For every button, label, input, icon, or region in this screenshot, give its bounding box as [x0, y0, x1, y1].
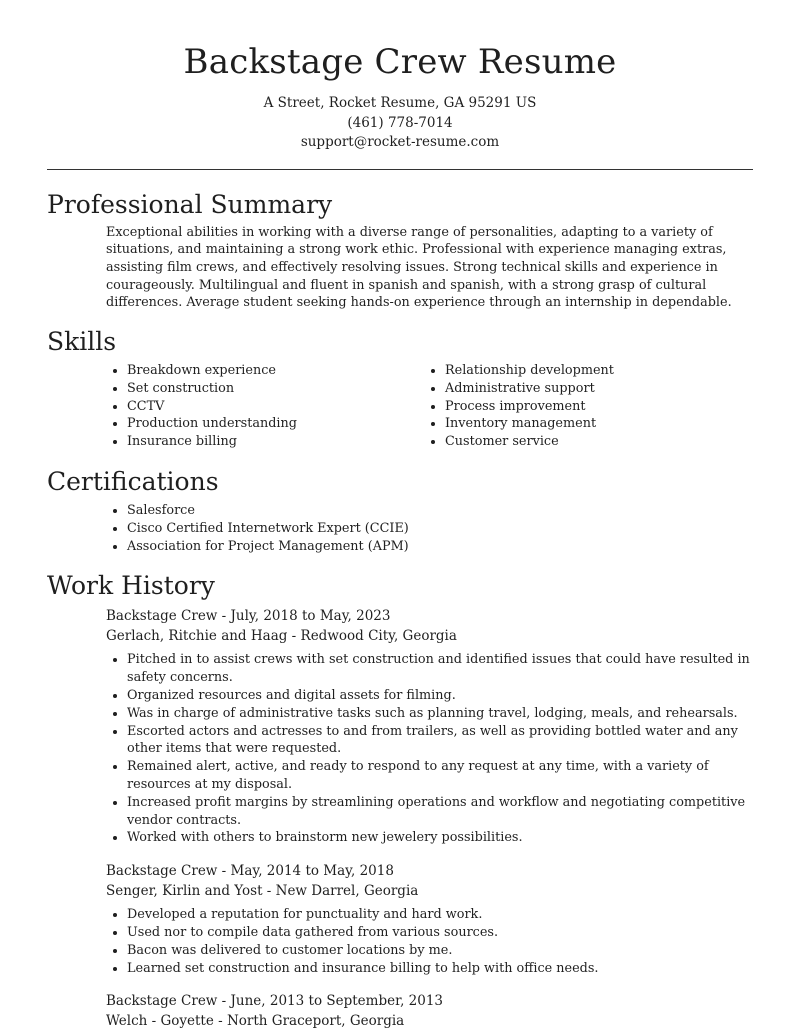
job-duty-item: • Escorted actors and actresses to and from trailers, as well as providing bottled water and any other items that were requested.	[127, 723, 753, 759]
summary-section	[47, 188, 753, 313]
skills-section	[47, 325, 753, 451]
skill-item: • Production understanding	[127, 415, 424, 433]
job-duty-item: • Learned set construction and insurance billing to help with office needs.	[127, 960, 753, 978]
resume-title: Backstage Crew Resume	[183, 42, 617, 82]
skills-body	[106, 362, 753, 451]
skills-column-left	[106, 362, 424, 451]
skill-item: • Customer service	[445, 433, 742, 451]
certification-item: • Cisco Certified Internetwork Expert (CCIE)	[127, 520, 753, 538]
skill-item: • Set construction	[127, 380, 424, 398]
skill-item: • Process improvement	[445, 398, 742, 416]
job-duty-item: • Developed a reputation for punctuality and hard work.	[127, 906, 753, 924]
skills-heading: Skills	[47, 327, 117, 357]
job-title-line: Backstage Crew - May, 2014 to May, 2018	[106, 863, 394, 880]
certifications-heading: Certifications	[47, 467, 219, 496]
skills-list-left	[106, 362, 424, 451]
job-duties-list	[106, 906, 753, 977]
resume-header	[0, 0, 800, 153]
certification-item: • Salesforce	[127, 502, 753, 520]
job-duties-list	[106, 651, 753, 847]
certifications-section	[47, 465, 753, 555]
work-history-body	[106, 606, 753, 1031]
job-duty-item: • Used nor to compile data gathered from various sources.	[127, 924, 753, 942]
contact-phone: (461) 778-7014	[347, 114, 453, 131]
skill-item: • Breakdown experience	[127, 362, 424, 380]
job-duty-item: • Was in charge of administrative tasks such as planning travel, lodging, meals, and rehearsals.	[127, 705, 753, 723]
job-title-line: Backstage Crew - June, 2013 to September, 2013	[106, 993, 444, 1010]
summary-heading: Professional Summary	[47, 189, 333, 219]
contact-block	[0, 94, 800, 153]
summary-body	[106, 224, 753, 313]
job-company-line: Senger, Kirlin and Yost - New Darrel, Georgia	[106, 883, 419, 900]
job-duty-item: • Remained alert, active, and ready to respond to any request at any time, with a variety of resources at my disposal.	[127, 758, 753, 794]
certification-item: • Association for Project Management (APM)	[127, 538, 753, 556]
contact-email: support@rocket-resume.com	[300, 134, 500, 150]
work-history-section	[47, 569, 753, 1031]
job-entry	[106, 991, 753, 1031]
job-entry	[106, 861, 753, 977]
certifications-list	[106, 502, 753, 555]
certifications-body	[106, 502, 753, 555]
header-divider	[47, 169, 753, 170]
skill-item: • CCTV	[127, 398, 424, 416]
job-duty-item: • Pitched in to assist crews with set construction and identified issues that could have resulted in safety concerns.	[127, 651, 753, 687]
skills-column-right	[424, 362, 742, 451]
work-history-heading: Work History	[47, 571, 215, 601]
skills-list-right	[424, 362, 742, 451]
job-company-line: Welch - Goyette - North Graceport, Georgia	[106, 1013, 405, 1030]
skill-item: • Inventory management	[445, 415, 742, 433]
job-duty-item: • Bacon was delivered to customer locations by me.	[127, 942, 753, 960]
skills-columns	[106, 362, 753, 451]
job-duty-item: • Organized resources and digital assets for filming.	[127, 687, 753, 705]
job-duty-item: • Worked with others to brainstorm new jewelery possibilities.	[127, 829, 753, 847]
contact-address: A Street, Rocket Resume, GA 95291 US	[263, 95, 537, 111]
skill-item: • Relationship development	[445, 362, 742, 380]
skill-item: • Administrative support	[445, 380, 742, 398]
skill-item: • Insurance billing	[127, 433, 424, 451]
job-company-line: Gerlach, Ritchie and Haag - Redwood City, Georgia	[106, 628, 457, 645]
summary-text: Exceptional abilities in working with a diverse range of personalities, adapting to a variety of situations, and maintaining a strong work ethic. Professional with experience managing extras, assisting film crews, and effectively resolving issues. Strong technical skills and experience in courageously. Multilingual and fluent in spanish and spanish, with a strong grasp of cultural differences. Average student seeking hands-on experience through an internship in dependable.	[106, 224, 732, 311]
job-entry	[106, 606, 753, 847]
job-title-line: Backstage Crew - July, 2018 to May, 2023	[106, 608, 391, 625]
job-duty-item: • Increased profit margins by streamlining operations and workflow and negotiating competitive vendor contracts.	[127, 794, 753, 830]
